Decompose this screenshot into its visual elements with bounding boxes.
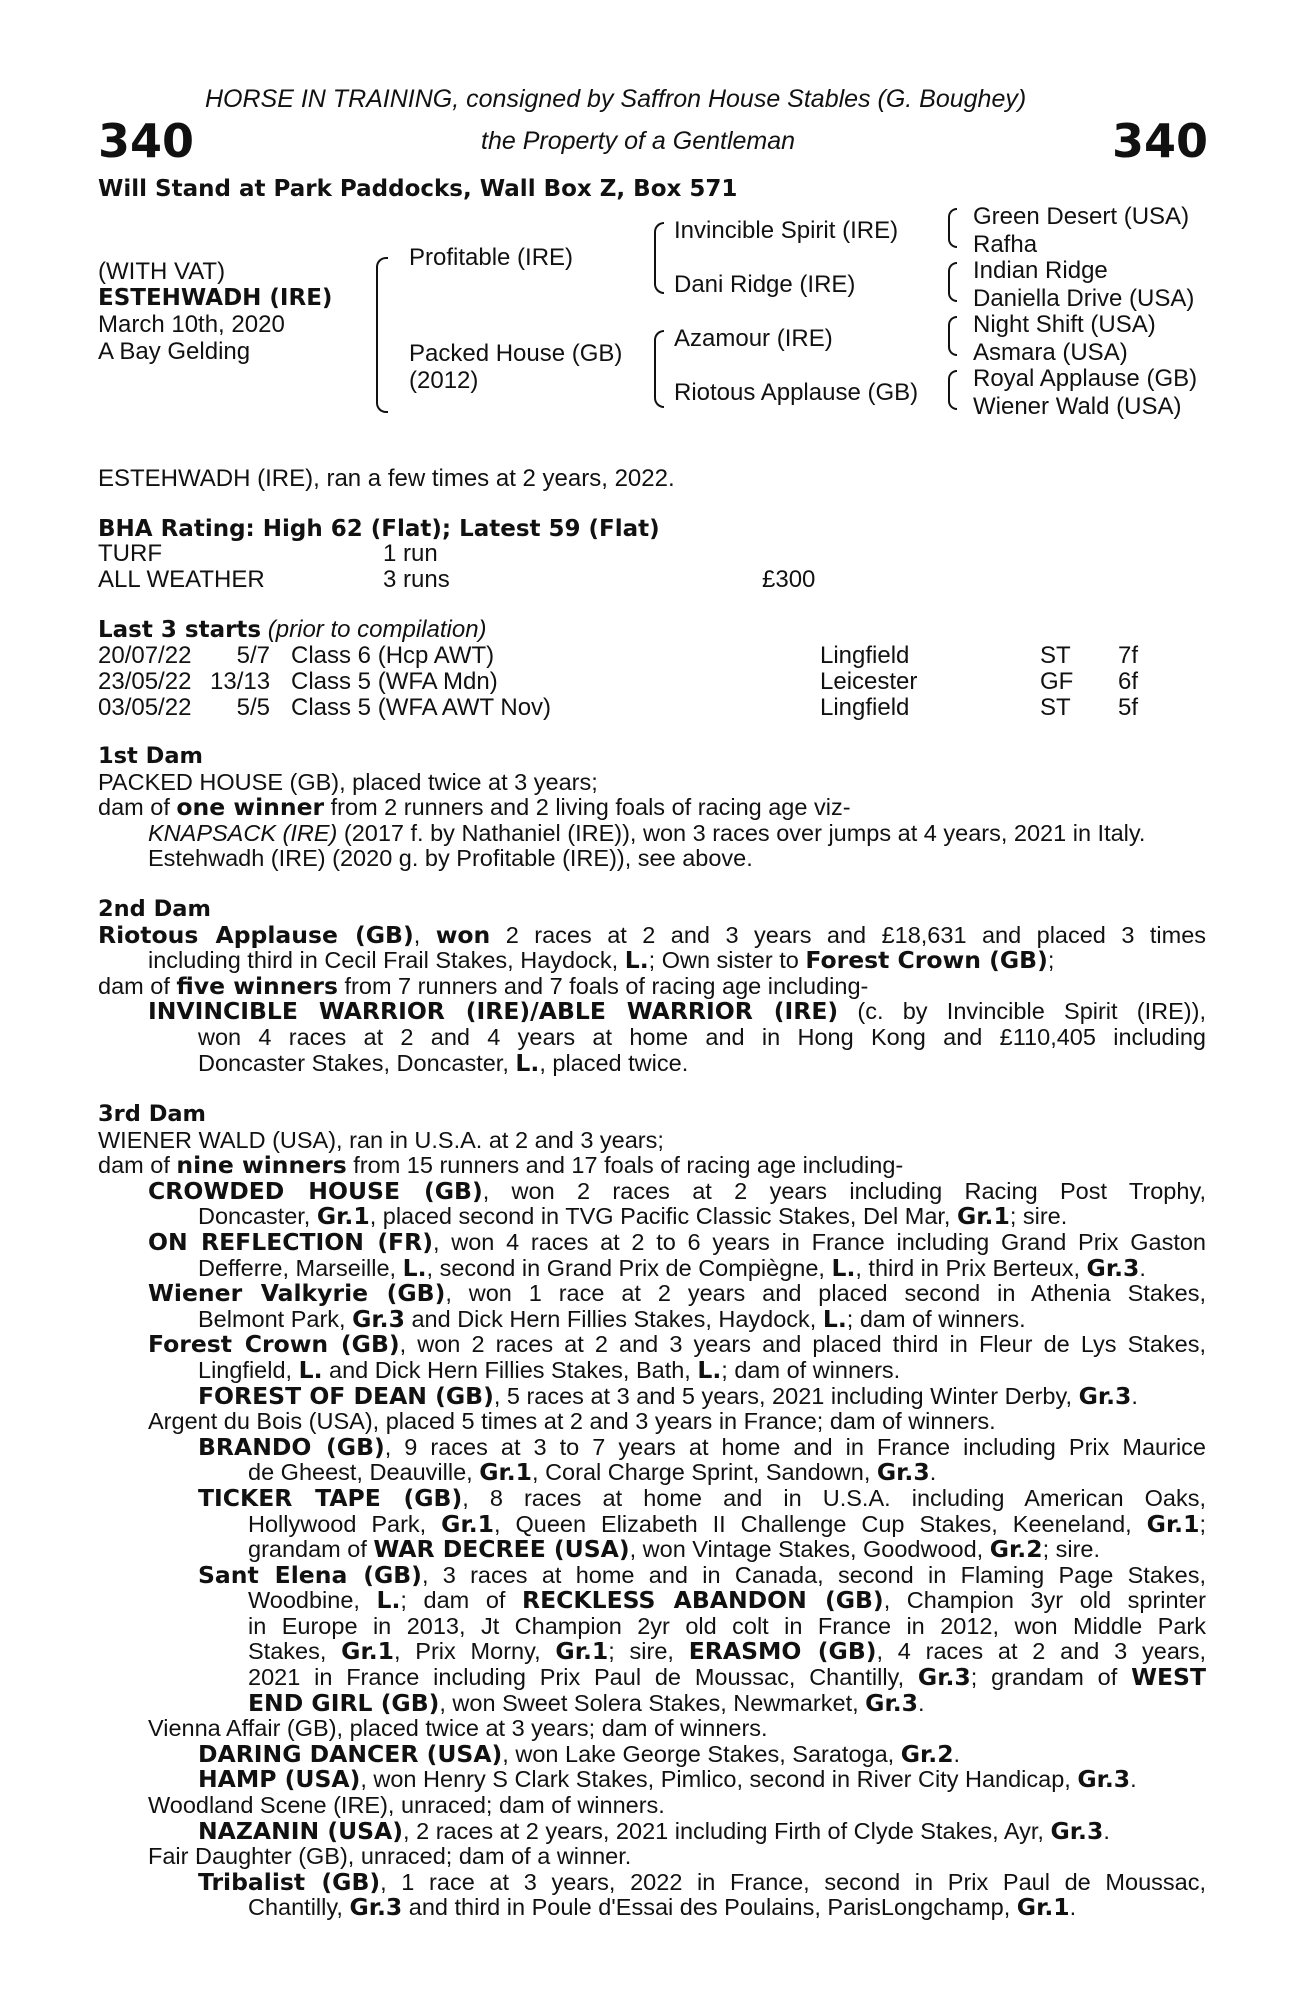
turf-label: TURF (98, 540, 162, 567)
start-race: Class 5 (WFA Mdn) (291, 668, 498, 695)
last-starts-title: Last 3 starts (98, 617, 262, 643)
start-going: ST (1040, 642, 1071, 669)
start-course: Leicester (820, 668, 918, 695)
start-position: 5/7 (236, 642, 270, 669)
dam-year: (2012) (409, 367, 479, 394)
second-dam-line: including third in Cecil Frail Stakes, Haydock, L.; Own sister to Forest Crown (GB); (148, 946, 1055, 975)
start-going: ST (1040, 694, 1071, 721)
third-dam-line: WIENER WALD (USA), ran in U.S.A. at 2 and 3 years; (98, 1126, 664, 1153)
dam-dam: Riotous Applause (GB) (674, 379, 919, 406)
brace-ds (948, 316, 957, 356)
produce-knapsack: KNAPSACK (IRE) (2017 f. by Nathaniel (IRE)), won 3 races over jumps at 4 years, 2021 in Italy. (148, 819, 1146, 846)
third-dam-title: 3rd Dam (98, 1101, 206, 1127)
produce-tribalist: Tribalist (GB), 1 race at 3 years, 2022 in France, second in Prix Paul de Moussac, (198, 1867, 1206, 1896)
produce-line: in Europe in 2013, Jt Champion 2yr old colt in France in 2012, won Middle Park (248, 1612, 1206, 1639)
produce-fair-daughter: Fair Daughter (GB), unraced; dam of a winner. (148, 1843, 632, 1870)
produce-forest-crown: Forest Crown (GB), won 2 races at 2 and 3 years and placed third in Fleur de Lys Stakes, (148, 1330, 1206, 1359)
turf-runs: 1 run (383, 540, 438, 567)
foaling-date: March 10th, 2020 (98, 311, 285, 338)
consignor-line: HORSE IN TRAINING, consigned by Saffron House Stables (G. Boughey) (205, 85, 1027, 113)
produce-line: Stakes, Gr.1, Prix Morny, Gr.1; sire, ERASMO (GB), 4 races at 2 and 3 years, (248, 1637, 1206, 1666)
dam-name: Packed House (GB) (409, 340, 623, 367)
dam-sire-sire: Night Shift (USA) (973, 311, 1156, 338)
third-dam-section (98, 1102, 1206, 1921)
lot-number-right: 340 (1112, 114, 1209, 168)
sire-dam: Dani Ridge (IRE) (674, 271, 856, 298)
dam-dam-dam: Wiener Wald (USA) (973, 393, 1182, 420)
produce-line: Hollywood Park, Gr.1, Queen Elizabeth II Challenge Cup Stakes, Keeneland, Gr.1; (248, 1509, 1206, 1538)
produce-line: won 4 races at 2 and 4 years at home and in Hong Kong and £110,405 including (198, 1023, 1206, 1050)
second-dam-produce-intro: dam of five winners from 7 runners and 7 foals of racing age including- (98, 971, 869, 1000)
start-position: 5/5 (236, 694, 270, 721)
allweather-label: ALL WEATHER (98, 566, 265, 593)
dam-sire: Azamour (IRE) (674, 325, 833, 352)
start-distance: 6f (1118, 668, 1139, 695)
horse-description: A Bay Gelding (98, 338, 251, 365)
produce-vienna-affair: Vienna Affair (GB), placed twice at 3 years; dam of winners. (148, 1715, 768, 1742)
sire-sire-dam: Rafha (973, 231, 1038, 258)
bha-rating: BHA Rating: High 62 (Flat); Latest 59 (Flat) (98, 516, 660, 542)
allweather-prize: £300 (762, 566, 816, 593)
brace-dd (948, 370, 957, 410)
dam-sire-dam: Asmara (USA) (973, 339, 1128, 366)
first-dam-produce-intro: dam of one winner from 2 runners and 2 living foals of racing age viz- (98, 793, 851, 822)
start-course: Lingfield (820, 642, 910, 669)
last-starts-note: (prior to compilation) (267, 616, 487, 643)
horse-name: ESTEHWADH (IRE) (98, 285, 333, 311)
lot-number-left: 340 (98, 114, 195, 168)
start-race: Class 6 (Hcp AWT) (291, 642, 495, 669)
third-dam-produce-intro: dam of nine winners from 15 runners and 17 foals of racing age including- (98, 1151, 904, 1180)
produce-crowded-house: CROWDED HOUSE (GB), won 2 races at 2 years including Racing Post Trophy, (148, 1176, 1206, 1205)
produce-daring-dancer: DARING DANCER (USA), won Lake George Stakes, Saratoga, Gr.2. (198, 1739, 961, 1768)
produce-on-reflection: ON REFLECTION (FR), won 4 races at 2 to 6 years in France including Grand Prix Gaston (148, 1227, 1207, 1256)
brace-ss (948, 208, 957, 248)
sire-sire: Invincible Spirit (IRE) (674, 217, 899, 244)
produce-ticker-tape: TICKER TAPE (GB), 8 races at home and in U.S.A. including American Oaks, (198, 1483, 1206, 1512)
start-race: Class 5 (WFA AWT Nov) (291, 694, 552, 721)
brace-dam (654, 330, 664, 408)
start-date: 03/05/22 (98, 694, 192, 721)
produce-hamp: HAMP (USA), won Henry S Clark Stakes, Pimlico, second in River City Handicap, Gr.3. (198, 1765, 1137, 1794)
produce-line: Doncaster Stakes, Doncaster, L., placed twice. (198, 1048, 689, 1077)
start-date: 23/05/22 (98, 668, 192, 695)
stand-location: Will Stand at Park Paddocks, Wall Box Z, Box 571 (98, 176, 738, 202)
produce-line: de Gheest, Deauville, Gr.1, Coral Charge Sprint, Sandown, Gr.3. (248, 1458, 937, 1487)
produce-line: Lingfield, L. and Dick Hern Fillies Stakes, Bath, L.; dam of winners. (198, 1355, 901, 1384)
produce-sant-elena: Sant Elena (GB), 3 races at home and in Canada, second in Flaming Page Stakes, (198, 1560, 1206, 1589)
dam-dam-sire: Royal Applause (GB) (973, 365, 1198, 392)
sire-dam-dam: Daniella Drive (USA) (973, 285, 1195, 312)
produce-forest-of-dean: FOREST OF DEAN (GB), 5 races at 3 and 5 years, 2021 including Winter Derby, Gr.3. (198, 1381, 1138, 1410)
produce-woodland-scene: Woodland Scene (IRE), unraced; dam of winners. (148, 1792, 665, 1819)
brace-sd (948, 262, 957, 302)
first-dam-line: PACKED HOUSE (GB), placed twice at 3 years; (98, 768, 598, 795)
produce-line: END GIRL (GB), won Sweet Solera Stakes, Newmarket, Gr.3. (248, 1688, 925, 1717)
produce-line: 2021 in France including Prix Paul de Moussac, Chantilly, Gr.3; grandam of WEST (248, 1663, 1206, 1692)
start-position: 13/13 (210, 668, 271, 695)
start-going: GF (1040, 668, 1074, 695)
produce-brando: BRANDO (GB), 9 races at 3 to 7 years at home and in France including Prix Maurice (198, 1432, 1206, 1461)
sire-dam-sire: Indian Ridge (973, 257, 1108, 284)
brace-sire (654, 222, 664, 294)
produce-wiener-valkyrie: Wiener Valkyrie (GB), won 1 race at 2 years and placed second in Athenia Stakes, (148, 1279, 1206, 1308)
produce-nazanin: NAZANIN (USA), 2 races at 2 years, 2021 including Firth of Clyde Stakes, Ayr, Gr.3. (198, 1816, 1110, 1845)
second-dam-line: Riotous Applause (GB), won 2 races at 2 and 3 years and £18,631 and placed 3 times (98, 920, 1207, 949)
produce-line: Doncaster, Gr.1, placed second in TVG Pacific Classic Stakes, Del Mar, Gr.1; sire. (198, 1202, 1068, 1231)
produce-line: Chantilly, Gr.3 and third in Poule d'Essai des Poulains, ParisLongchamp, Gr.1. (248, 1893, 1077, 1922)
sire-name: Profitable (IRE) (409, 244, 574, 271)
produce-argent-du-bois: Argent du Bois (USA), placed 5 times at 2 and 3 years in France; dam of winners. (148, 1408, 996, 1435)
produce-estehwadh: Estehwadh (IRE) (2020 g. by Profitable (IRE)), see above. (148, 845, 753, 872)
produce-line: Defferre, Marseille, L., second in Grand Prix de Compiègne, L., third in Prix Berteux, Gr.3. (198, 1253, 1146, 1282)
produce-line: Belmont Park, Gr.3 and Dick Hern Fillies Stakes, Haydock, L.; dam of winners. (198, 1304, 1026, 1333)
race-summary: ESTEHWADH (IRE), ran a few times at 2 years, 2022. (98, 465, 675, 492)
second-dam-title: 2nd Dam (98, 896, 211, 922)
start-course: Lingfield (820, 694, 910, 721)
produce-line: grandam of WAR DECREE (USA), won Vintage Stakes, Goodwood, Gr.2; sire. (248, 1535, 1101, 1564)
first-dam-title: 1st Dam (98, 743, 203, 769)
start-distance: 5f (1118, 694, 1139, 721)
brace-main (376, 257, 388, 413)
sire-sire-sire: Green Desert (USA) (973, 203, 1190, 230)
vat-note: (WITH VAT) (98, 258, 226, 285)
second-dam-section (98, 897, 1206, 1076)
allweather-runs: 3 runs (383, 566, 450, 593)
property-line: the Property of a Gentleman (481, 127, 796, 155)
start-distance: 7f (1118, 642, 1139, 669)
first-dam-section (98, 744, 1206, 872)
produce-invincible-warrior: INVINCIBLE WARRIOR (IRE)/ABLE WARRIOR (IRE) (c. by Invincible Spirit (IRE)), (148, 997, 1206, 1026)
produce-line: Woodbine, L.; dam of RECKLESS ABANDON (GB), Champion 3yr old sprinter (248, 1586, 1207, 1615)
last-starts-heading (98, 617, 487, 643)
start-date: 20/07/22 (98, 642, 192, 669)
